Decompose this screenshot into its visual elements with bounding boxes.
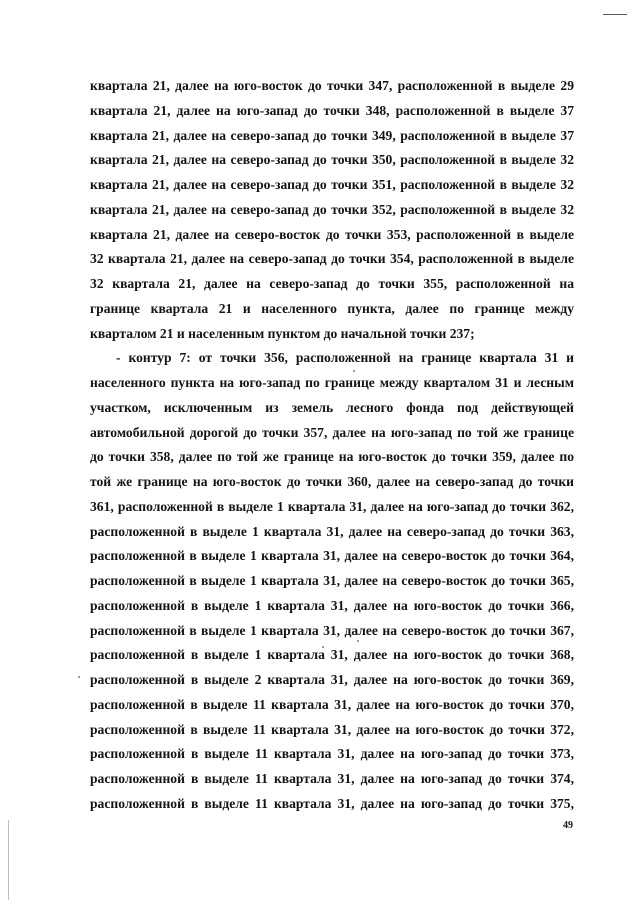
paragraph-end-line: кварталом 21 и населенным пунктом до начальной точки 237; [90, 325, 475, 341]
text-line: квартала 21, далее на северо-запад до точки 350, расположенной в выделе 32 [90, 152, 574, 168]
text-line: до точки 358, далее по той же границе на юго-восток до точки 359, далее по [90, 449, 574, 465]
text-line: 32 квартала 21, далее на северо-запад до точки 355, расположенной на [90, 276, 574, 291]
text-line: расположенной в выделе 11 квартала 31, далее на юго-запад до точки 375, [90, 795, 574, 811]
text-line: расположенной в выделе 11 квартала 31, далее на юго-запад до точки 374, [90, 771, 574, 786]
text-line: расположенной в выделе 1 квартала 31, далее на северо-запад до точки 363, [90, 523, 574, 539]
text-line: квартала 21, далее на северо-запад до точки 352, расположенной в выделе 32 [90, 201, 574, 217]
text-line: той же границе на юго-восток до точки 360, далее на северо-запад до точки [90, 474, 574, 489]
text-line: квартала 21, далее на юго-запад до точки 348, расположенной в выделе 37 [90, 102, 574, 118]
text-line: квартала 21, далее на юго-восток до точки 347, расположенной в выделе 29 [90, 78, 574, 93]
page-number: 49 [563, 820, 573, 831]
text-line: участком, исключенным из земель лесного фонда под действующей [90, 399, 574, 415]
text-line: автомобильной дорогой до точки 357, далее на юго-запад по той же границе [90, 424, 574, 440]
scan-edge-mark-left [8, 820, 9, 900]
text-line: 361, расположенной в выделе 1 квартала 31, далее на юго-запад до точки 362, [90, 498, 574, 514]
text-line: расположенной в выделе 1 квартала 31, далее на северо-восток до точки 365, [90, 573, 574, 588]
text-line: расположенной в выделе 1 квартала 31, далее на юго-восток до точки 366, [90, 597, 574, 613]
text-line: 32 квартала 21, далее на северо-запад до точки 354, расположенной в выделе [90, 251, 574, 267]
text-line: населенного пункта на юго-запад по границе между кварталом 31 и лесным [90, 375, 574, 390]
text-line: расположенной в выделе 1 квартала 31, далее на юго-восток до точки 368, [90, 647, 574, 663]
text-line: квартала 21, далее на северо-запад до точки 349, расположенной в выделе 37 [90, 127, 574, 143]
text-line: расположенной в выделе 1 квартала 31, далее на северо-восток до точки 364, [90, 548, 574, 564]
text-line: границе квартала 21 и населенного пункта, далее по границе между [90, 300, 574, 316]
text-line: квартала 21, далее на северо-восток до точки 353, расположенной в выделе [90, 226, 574, 242]
text-line: расположенной в выделе 1 квартала 31, далее на северо-восток до точки 367, [90, 622, 574, 638]
text-line: квартала 21, далее на северо-запад до точки 351, расположенной в выделе 32 [90, 177, 574, 192]
document-body [90, 74, 574, 817]
text-line: расположенной в выделе 2 квартала 31, далее на юго-восток до точки 369, [90, 672, 574, 687]
paragraph-start-line: - контур 7: от точки 356, расположенной на границе квартала 31 и [116, 350, 574, 366]
text-line: расположенной в выделе 11 квартала 31, далее на юго-восток до точки 372, [90, 721, 574, 737]
scan-speck [78, 676, 80, 678]
text-line: расположенной в выделе 11 квартала 31, далее на юго-запад до точки 373, [90, 746, 574, 762]
text-line: расположенной в выделе 11 квартала 31, далее на юго-восток до точки 370, [90, 696, 574, 712]
scan-edge-mark-top-right [603, 14, 627, 15]
